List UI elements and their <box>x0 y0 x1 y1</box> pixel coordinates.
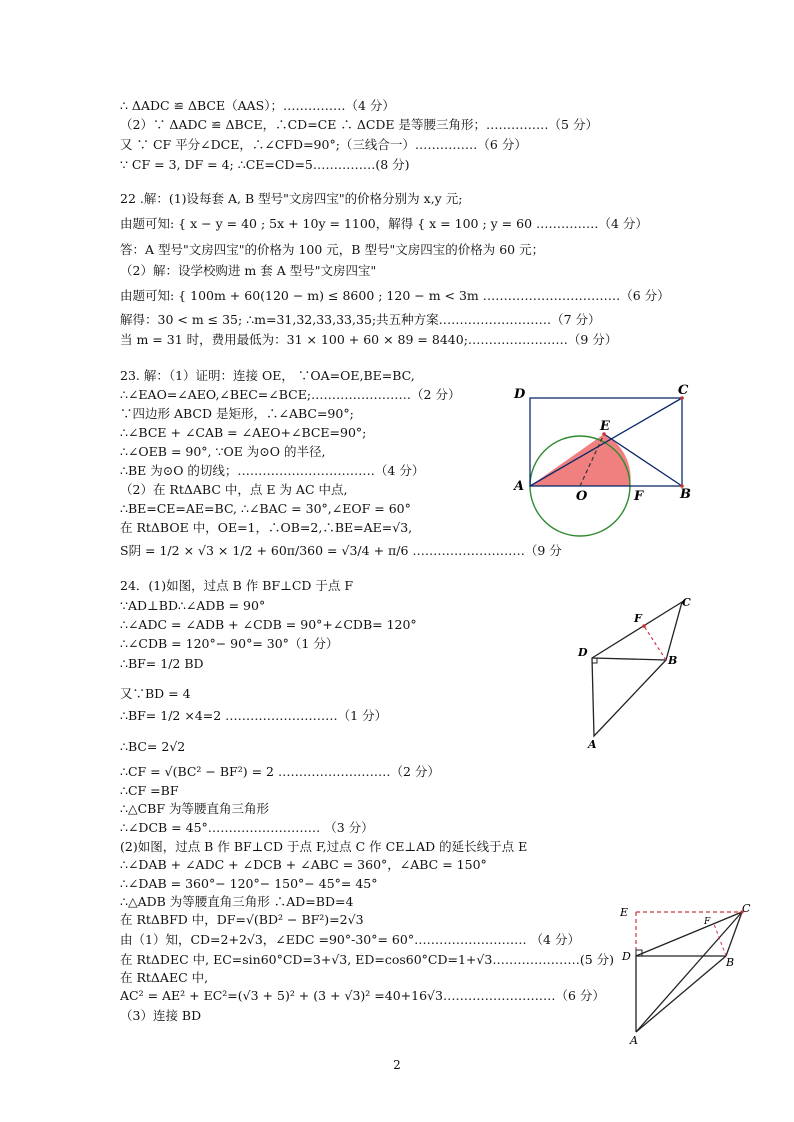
q23-line-2: ∴∠EAO=∠AEO,∠BEC=∠BCE;……………………（2 分） <box>120 387 461 402</box>
q22-line-1: 22 .解：(1)设每套 A, B 型号"文房四宝"的价格分别为 x,y 元; <box>120 191 463 206</box>
label-e3: E <box>620 906 629 919</box>
figure-quad-2 <box>614 898 764 1048</box>
q24-line-18: 由（1）知，CD=2+2√3，∠EDC =90°-30°= 60°……………………… （4 分） <box>120 932 580 947</box>
q22-line-2: 由题可知: { x − y = 40 ; 5x + 10y = 1100，解得 { x = 100 ; y = 60 ……………（4 分） <box>120 216 648 231</box>
q22-line-3: 答：A 型号"文房四宝"的价格为 100 元，B 型号"文房四宝的价格为 60 元； <box>120 242 545 257</box>
q24-line-13: (2)如图，过点 B 作 BF⊥CD 于点 F,过点 C 作 CE⊥AD 的延长线于点 E <box>120 839 528 854</box>
q24-line-16: ∴△ADB 为等腰直角三角形 ∴AD=BD=4 <box>120 894 354 909</box>
q24-line-17: 在 RtΔBFD 中，DF=√(BD² − BF²)=2√3 <box>120 912 364 927</box>
figure-tangent-circle <box>508 382 708 542</box>
q24-line-22: （3）连接 BD <box>120 1008 202 1023</box>
q22-line-5: 由题可知: { 100m + 60(120 − m) ≤ 8600 ; 120 − m < 3m ……………………………（6 分） <box>120 288 670 303</box>
label-d2: D <box>578 646 588 659</box>
q24-line-12: ∴∠DCB = 45°……………………… （3 分） <box>120 820 374 835</box>
q24-line-19: 在 RtΔDEC 中, EC=sin60°CD=3+√3, ED=cos60°CD=1+√3…………………(5 分) <box>120 952 615 967</box>
q24-line-10: ∴CF =BF <box>120 783 179 798</box>
q24-line-14: ∴∠DAB + ∠ADC + ∠DCB + ∠ABC = 360°，∠ABC = 150° <box>120 857 487 872</box>
label-f: F <box>634 489 644 504</box>
q23-line-7: （2）在 RtΔABC 中，点 E 为 AC 中点, <box>120 482 348 497</box>
label-e: E <box>600 419 610 434</box>
q23-line-10: S阴 = 1/2 × √3 × 1/2 + 60π/360 = √3/4 + π/6 ………………………（9 分 <box>120 543 562 558</box>
page-number: 2 <box>393 1058 401 1072</box>
q22-line-4: （2）解：设学校购进 m 套 A 型号"文房四宝" <box>120 263 377 278</box>
q23-line-8: ∴BE=CE=AE=BC, ∴∠BAC = 30°,∠EOF = 60° <box>120 501 411 516</box>
label-a2: A <box>588 738 597 751</box>
q23-line-4: ∴∠BCE + ∠CAB = ∠AEO+∠BCE=90°; <box>120 425 367 440</box>
q24-line-15: ∴∠DAB = 360°− 120°− 150°− 45°= 45° <box>120 876 378 891</box>
q21-line-1: ∴ ΔADC ≌ ΔBCE（AAS）；……………（4 分） <box>120 98 395 113</box>
q23-line-1: 23. 解：（1）证明：连接 OE， ∵OA=OE,BE=BC, <box>120 368 415 383</box>
q24-line-9: ∴CF = √(BC² − BF²) = 2 ………………………（2 分） <box>120 764 440 779</box>
label-o: O <box>576 489 588 504</box>
q23-line-3: ∵四边形 ABCD 是矩形，∴∠ABC=90°; <box>120 406 354 421</box>
label-f3: F <box>704 917 711 927</box>
q24-line-8: ∴BC= 2√2 <box>120 739 186 754</box>
q24-line-11: ∴△CBF 为等腰直角三角形 <box>120 801 269 816</box>
q24-line-2: ∵AD⊥BD∴∠ADB = 90° <box>120 598 266 613</box>
q24-line-5: ∴BF= 1/2 BD <box>120 656 204 671</box>
q24-line-1: 24．(1)如图，过点 B 作 BF⊥CD 于点 F <box>120 578 354 593</box>
label-b: B <box>680 487 691 502</box>
q21-line-2: （2）∵ ΔADC ≌ ΔBCE，∴CD=CE ∴ ΔCDE 是等腰三角形；……………（5 分） <box>120 117 598 132</box>
label-b2: B <box>668 654 678 667</box>
q21-line-3: 又 ∵ CF 平分∠DCE，∴∠CFD=90°;（三线合一）……………（6 分） <box>120 137 527 152</box>
q21-line-4: ∵ CF = 3, DF = 4; ∴CE=CD=5……………(8 分) <box>120 157 410 172</box>
q24-line-6: 又∵BD = 4 <box>120 686 191 701</box>
segment-db <box>592 658 666 660</box>
q24-line-20: 在 RtΔAEC 中, <box>120 970 209 985</box>
q23-line-5: ∴∠OEB = 90°, ∵OE 为⊙O 的半径, <box>120 444 326 459</box>
segment-ac3 <box>636 912 742 1032</box>
q24-line-7: ∴BF= 1/2 ×4=2 ………………………（1 分） <box>120 708 388 723</box>
label-d: D <box>514 387 526 402</box>
segment-dc3 <box>636 912 742 956</box>
label-c2: C <box>682 596 691 609</box>
label-c3: C <box>742 902 751 915</box>
q24-line-4: ∴∠CDB = 120°− 90°= 30°（1 分） <box>120 636 339 651</box>
figure-quad-1 <box>570 596 700 756</box>
segment-bf3 <box>714 924 726 956</box>
label-a3: A <box>630 1034 638 1047</box>
q24-line-3: ∴∠ADC = ∠ADB + ∠CDB = 90°+∠CDB= 120° <box>120 617 417 632</box>
q24-line-21: AC² = AE² + EC²=(√3 + 5)² + (3 + √3)² =40+16√3………………………（6 分） <box>120 988 605 1003</box>
q22-line-6: 解得：30 < m ≤ 35; ∴m=31,32,33,33,35;共五种方案………………………（7 分） <box>120 312 601 327</box>
segment-ab3 <box>636 956 726 1032</box>
q22-line-7: 当 m = 31 时，费用最低为：31 × 100 + 60 × 89 = 8440;……………………（9 分） <box>120 332 618 347</box>
label-a: A <box>514 479 525 494</box>
q23-line-6: ∴BE 为⊙O 的切线；……………………………（4 分） <box>120 463 425 478</box>
label-c: C <box>678 383 689 398</box>
label-d3: D <box>622 950 631 963</box>
segment-bc3 <box>726 912 742 956</box>
q23-line-9: 在 RtΔBOE 中，OE=1，∴OB=2,∴BE=AE=√3, <box>120 520 413 535</box>
label-f2: F <box>634 612 642 625</box>
label-b3: B <box>726 956 735 969</box>
segment-bf-dashed <box>644 626 666 660</box>
